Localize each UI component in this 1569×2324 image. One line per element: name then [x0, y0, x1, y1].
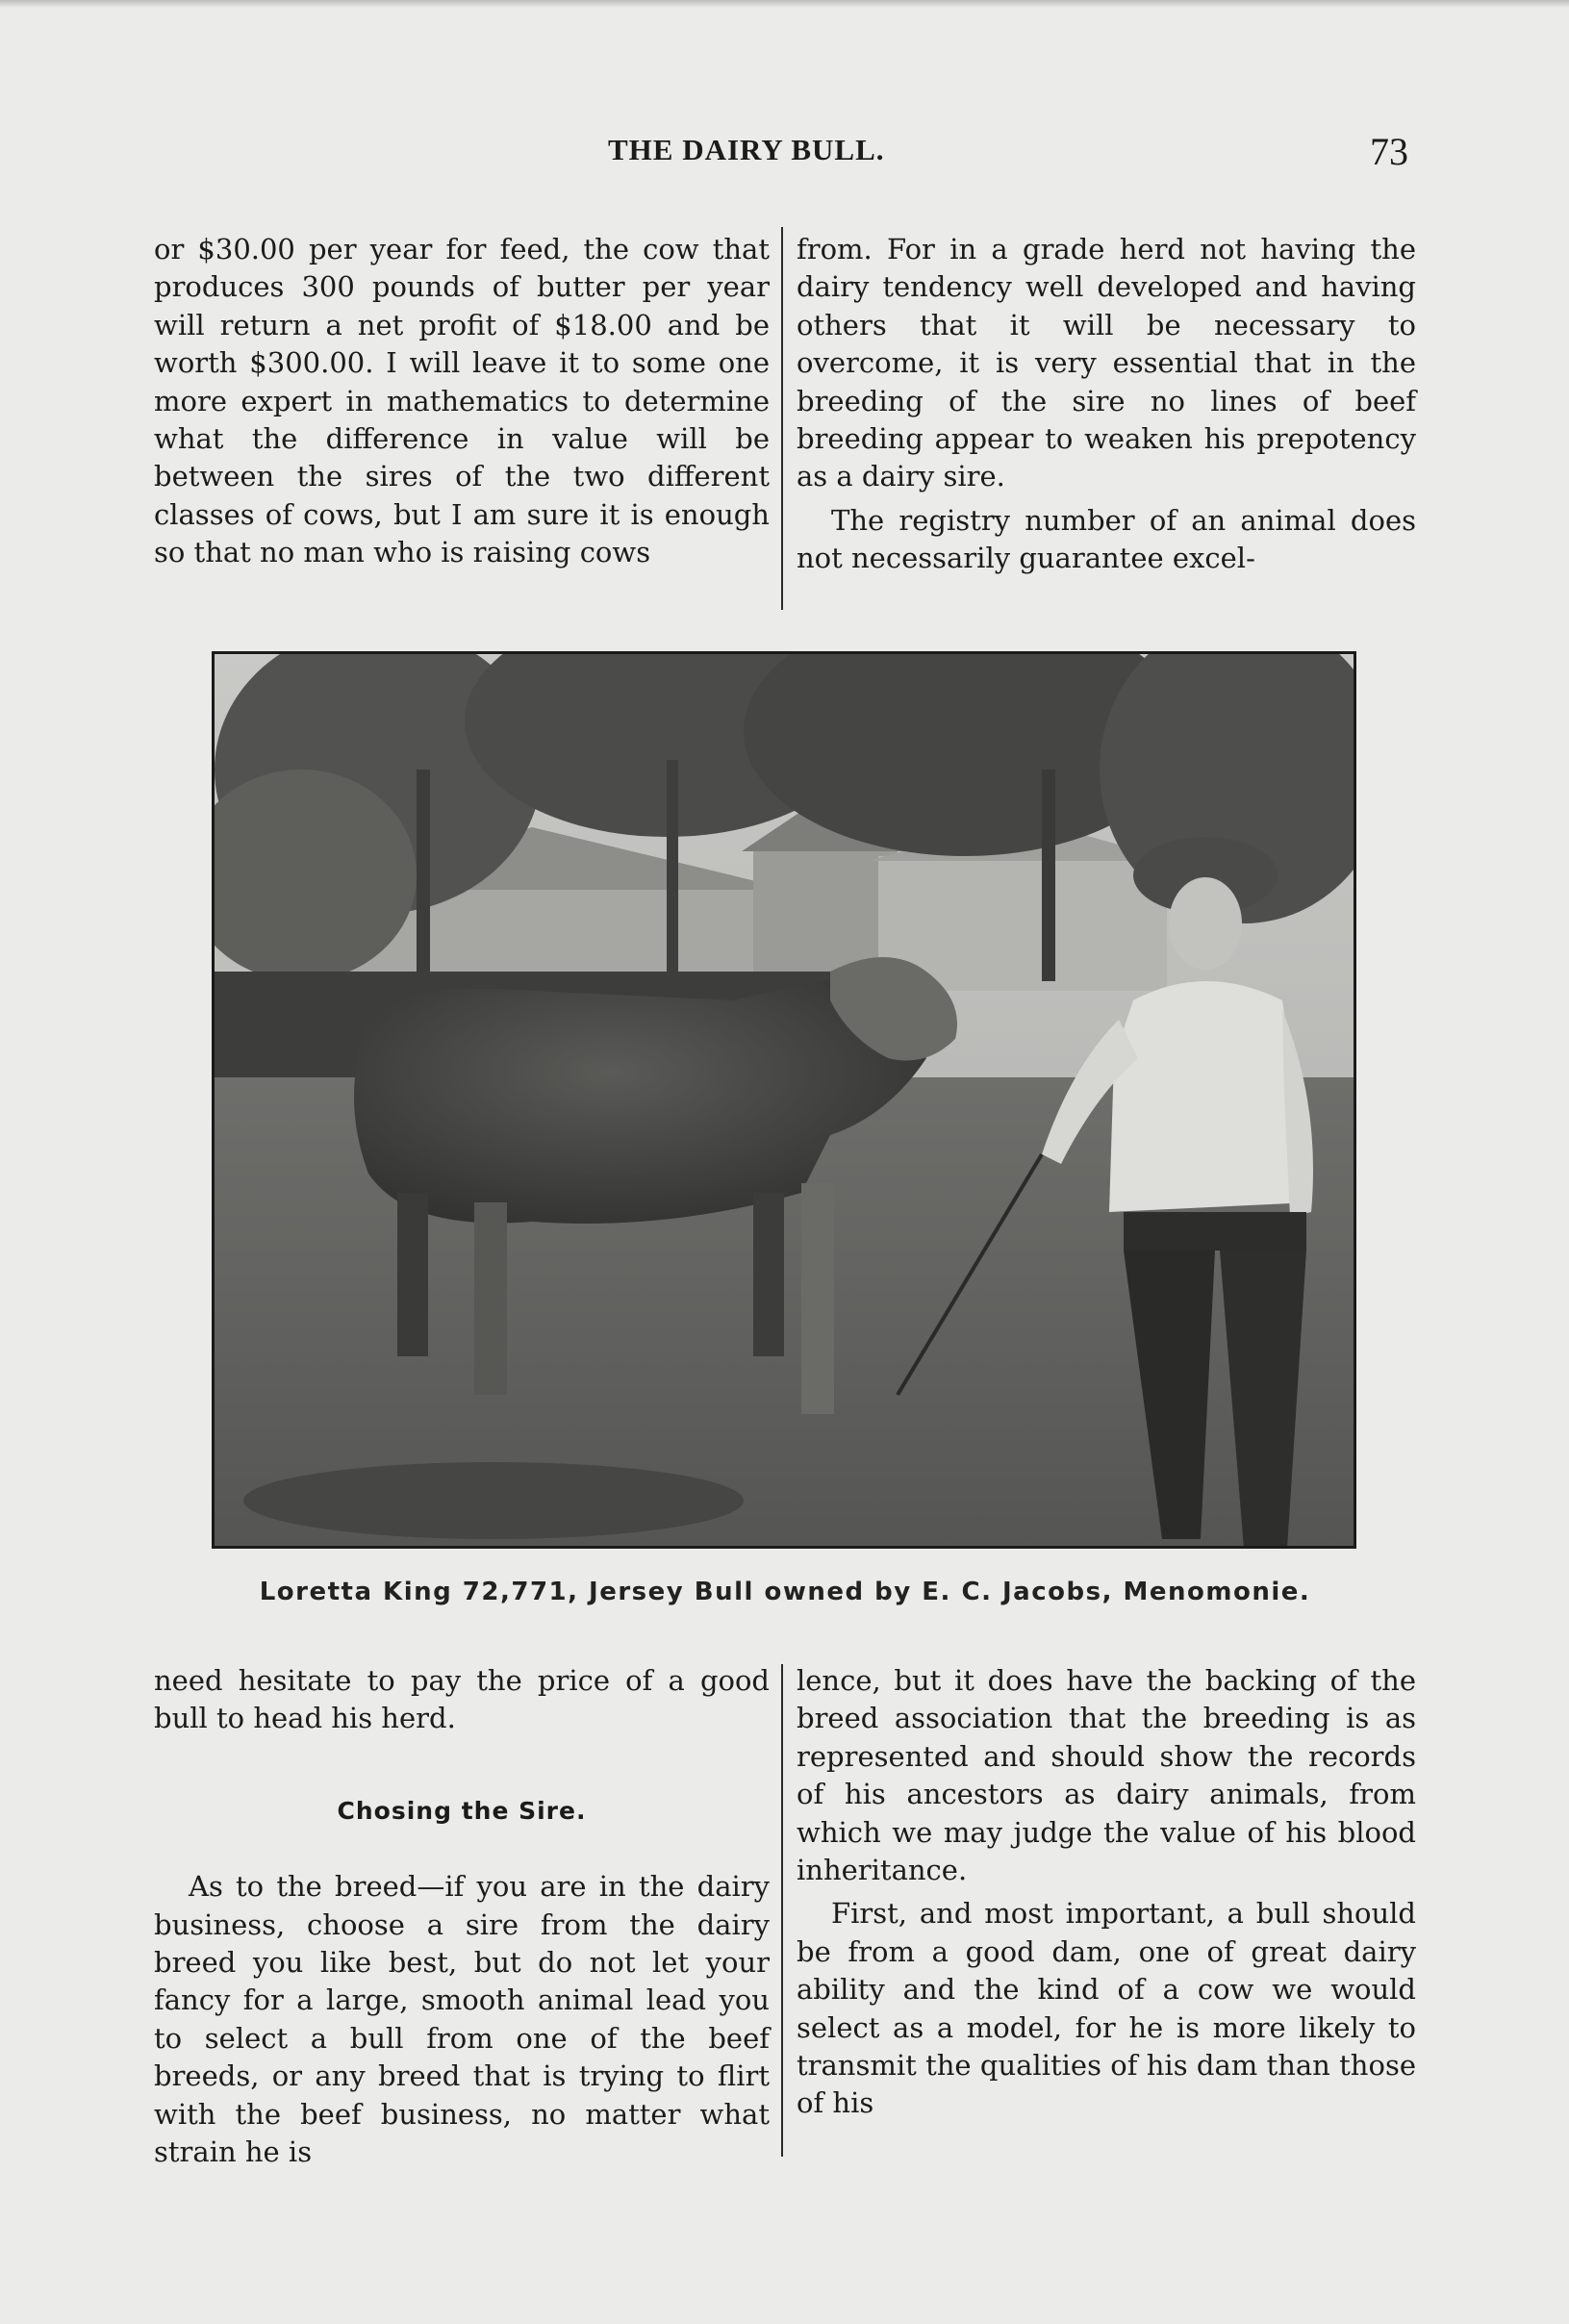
- bottom-right-paragraph-1: lence, but it does have the backing of the breed association that the breeding is as represented and should show the records of his ancestors as dairy animals, from which we may judge the value of his blood inheritance.: [797, 1664, 1416, 1887]
- page-top-edge: [0, 0, 1569, 8]
- photo-caption: Loretta King 72,771, Jersey Bull owned by E. C. Jacobs, Menomonie.: [259, 1578, 1311, 1606]
- bull-photograph: [212, 651, 1356, 1549]
- running-head: [0, 130, 1569, 190]
- bottom-left-paragraph-2: As to the breed—if you are in the dairy business, choose a sire from the dairy breed you like best, but do not let your fancy for a large, smooth animal lead you to select a bull from one of the beef breeds, or any breed that is trying to flirt with the beef business, no matter what strain he is: [154, 1870, 770, 2169]
- photo-illustration: [215, 654, 1354, 1546]
- section-heading: Chosing the Sire.: [337, 1796, 587, 1825]
- column-rule-top: [781, 227, 783, 610]
- top-left-paragraph: or $30.00 per year for feed, the cow that produces 300 pounds of butter per year will return a net profit of $18.00 and be worth $300.00. I will leave it to some one more expert in mathematics to determine what the difference in value will be between the sires of the two different classes of cows, but I am sure it is enough so that no man who is raising cows: [154, 233, 770, 569]
- bottom-right-column: [797, 1662, 1416, 2123]
- bottom-left-column: [154, 1662, 770, 2171]
- top-right-column: [797, 231, 1416, 578]
- page-number: 73: [1370, 130, 1408, 173]
- bottom-right-paragraph-2: First, and most important, a bull should be from a good dam, one of great dairy ability and the kind of a cow we would select as a model, for he is more likely to transmit the qualities of his dam than those of his: [797, 1897, 1416, 2120]
- column-rule-bottom: [781, 1664, 783, 2157]
- top-right-paragraph-1: from. For in a grade herd not having the dairy tendency well developed and having others that it will be necessary to overcome, it is very essential that in the breeding of the sire no lines of beef breeding appear to weaken his prepotency as a dairy sire.: [797, 233, 1416, 493]
- top-left-column: [154, 231, 770, 572]
- top-right-paragraph-2: The registry number of an animal does not necessarily guarantee excel-: [797, 503, 1416, 575]
- running-title: THE DAIRY BULL.: [608, 133, 885, 166]
- bottom-left-paragraph-1: need hesitate to pay the price of a good bull to head his herd.: [154, 1664, 770, 1735]
